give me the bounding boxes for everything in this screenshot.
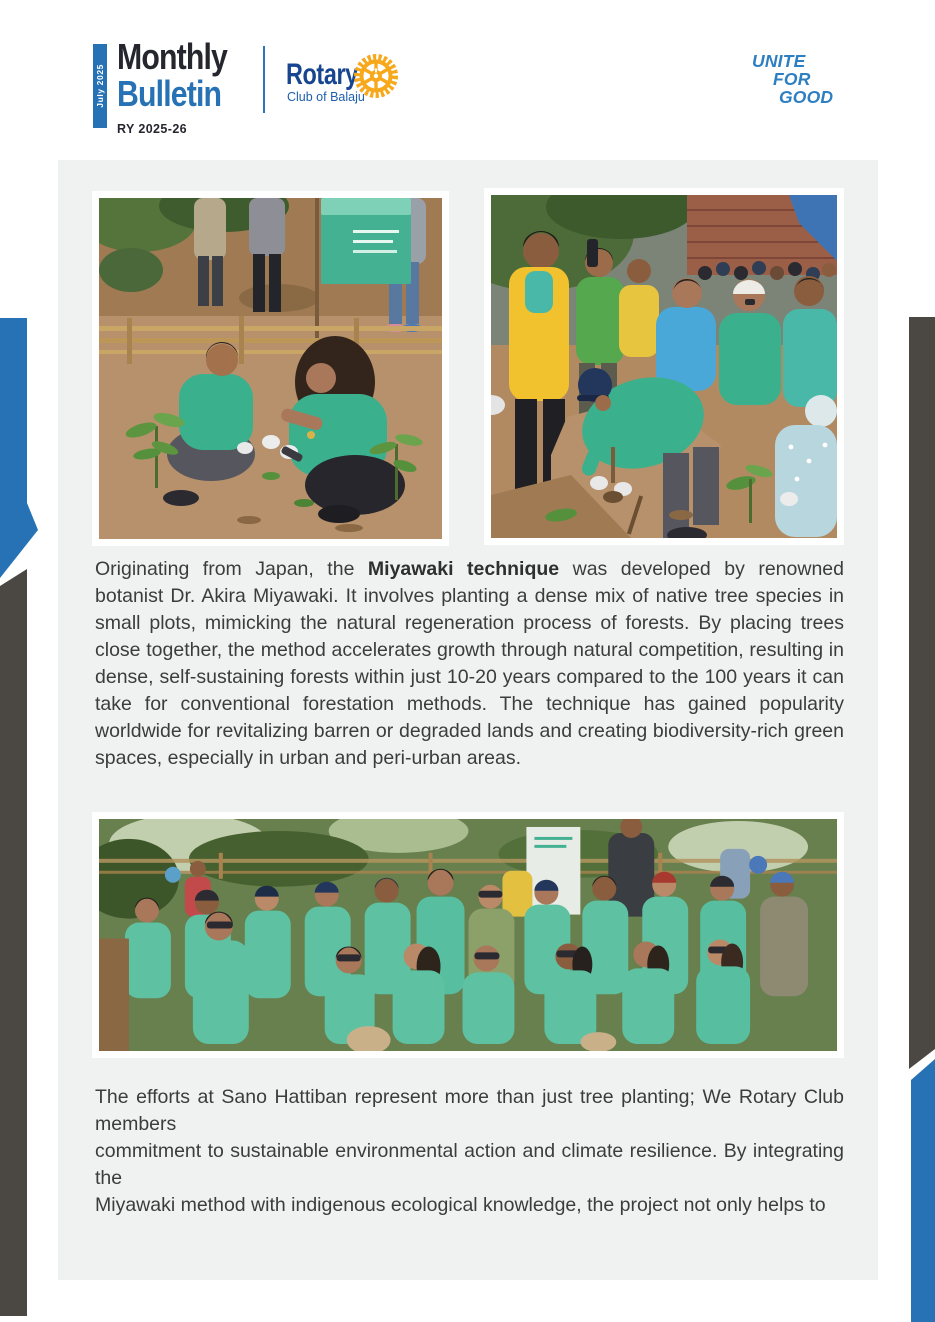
para2-line-group-3: Miyawaki method with indigenous ecological knowledge, the project not only helps to	[95, 1194, 826, 1216]
right-dark-bar	[909, 317, 935, 1069]
left-blue-bar	[0, 318, 38, 578]
rotary-club-name: Club of Balaju	[287, 90, 365, 104]
photo-planting-pair-image	[99, 198, 442, 539]
rotary-wordmark: Rotary	[286, 58, 358, 91]
para2-line-group-2: commitment to sustainable environmental action and climate resilience. By integrating the	[95, 1140, 844, 1189]
header-divider	[263, 46, 265, 113]
content-panel	[58, 160, 878, 1280]
article-paragraph-1	[95, 556, 844, 772]
para1-before-bold: Originating from Japan, the	[95, 558, 368, 580]
photo-planting-pair	[92, 191, 449, 546]
article-paragraph-2	[95, 1084, 844, 1219]
photo-group-image	[99, 819, 837, 1051]
motto-line-2: FOR	[773, 69, 811, 89]
rotary-wheel-icon	[352, 52, 400, 100]
photo-group	[92, 812, 844, 1058]
bulletin-masthead	[117, 38, 248, 112]
photo-crowd-planting-image	[491, 195, 837, 538]
issue-month-label: July 2025	[95, 64, 105, 108]
motto-line-1: UNITE	[752, 51, 806, 71]
photo-crowd-planting	[484, 188, 844, 545]
masthead-line-monthly: Monthly	[117, 36, 228, 77]
para1-after-bold: was developed by renowned botanist Dr. Akira Miyawaki. It involves planting a dense mix of native tree species in small plots, mimicking the natural regeneration process of forests. By placing trees close together, the method accelerates growth through natural competition, resulting in dense, self-sustaining forests within just 10-20 years compared to the 100 years it can take for conventional forestation methods. The technique has gained popularity worldwide for revitalizing barren or degraded lands and creating biodiversity-rich green spaces, especially in urban and peri-urban areas.	[95, 558, 844, 769]
para2-line-group-1: The efforts at Sano Hattiban represent more than just tree planting; We Rotary Club members	[95, 1086, 844, 1135]
motto-line-3: GOOD	[779, 87, 834, 107]
issue-month-tab	[93, 44, 107, 128]
masthead-line-bulletin: Bulletin	[117, 73, 222, 114]
para1-bold-term: Miyawaki technique	[367, 558, 560, 580]
rotary-year-label: RY 2025-26	[117, 122, 188, 136]
right-blue-bar	[911, 1059, 935, 1322]
unite-for-good-motto	[752, 52, 833, 106]
left-dark-bar	[0, 569, 27, 1316]
